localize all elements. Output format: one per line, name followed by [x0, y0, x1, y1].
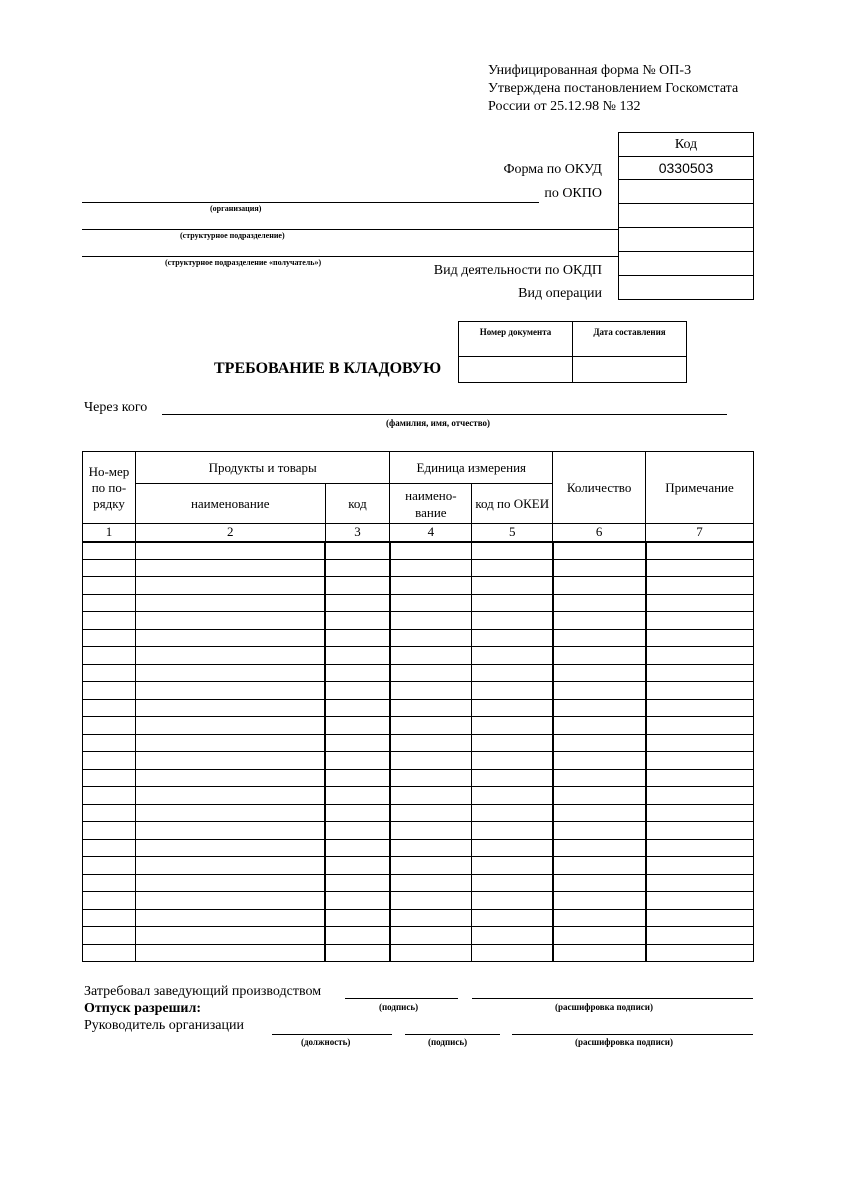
- table-cell[interactable]: [135, 752, 325, 770]
- table-cell[interactable]: [390, 822, 472, 840]
- header-product-name: наименование: [135, 484, 325, 524]
- table-cell[interactable]: [325, 857, 390, 875]
- table-cell[interactable]: [390, 752, 472, 770]
- table-cell[interactable]: [135, 699, 325, 717]
- table-cell[interactable]: [390, 664, 472, 682]
- table-cell[interactable]: [646, 857, 754, 875]
- table-cell[interactable]: [472, 734, 553, 752]
- table-cell[interactable]: [472, 909, 553, 927]
- table-cell[interactable]: [646, 874, 754, 892]
- table-cell[interactable]: [135, 594, 325, 612]
- table-cell[interactable]: [472, 612, 553, 630]
- column-number: 2: [135, 524, 325, 542]
- head-decoding-caption: (расшифровка подписи): [575, 1037, 673, 1047]
- okdp-cell[interactable]: [619, 251, 753, 275]
- table-cell[interactable]: [472, 822, 553, 840]
- table-cell[interactable]: [135, 734, 325, 752]
- table-cell[interactable]: [472, 699, 553, 717]
- table-cell[interactable]: [83, 577, 136, 595]
- table-cell[interactable]: [646, 682, 754, 700]
- code-box: [618, 132, 754, 300]
- table-cell[interactable]: [135, 542, 325, 560]
- table-cell[interactable]: [472, 857, 553, 875]
- table-cell[interactable]: [390, 892, 472, 910]
- requested-signature-line[interactable]: [345, 998, 458, 999]
- approval-line: Утверждена постановлением Госкомстата: [488, 81, 739, 96]
- table-cell[interactable]: [325, 699, 390, 717]
- table-cell[interactable]: [472, 839, 553, 857]
- table-row: [83, 577, 754, 595]
- table-cell[interactable]: [83, 874, 136, 892]
- table-cell[interactable]: [553, 804, 646, 822]
- table-cell[interactable]: [83, 857, 136, 875]
- table-cell[interactable]: [390, 769, 472, 787]
- head-position-caption: (должность): [301, 1037, 351, 1047]
- table-row: [83, 612, 754, 630]
- table-cell[interactable]: [646, 542, 754, 560]
- form-number: Унифицированная форма № ОП-3: [488, 63, 692, 78]
- table-cell[interactable]: [135, 944, 325, 962]
- fio-caption: (фамилия, имя, отчество): [386, 418, 491, 428]
- table-cell[interactable]: [135, 822, 325, 840]
- head-decoding-line[interactable]: [512, 1034, 753, 1035]
- table-cell[interactable]: [553, 664, 646, 682]
- table-cell[interactable]: [390, 699, 472, 717]
- approval-date: России от 25.12.98 № 132: [488, 99, 641, 114]
- column-number: 6: [553, 524, 646, 542]
- table-row: [83, 594, 754, 612]
- table-row: [83, 682, 754, 700]
- okud-label: Форма по ОКУД: [503, 162, 602, 177]
- table-cell[interactable]: [646, 717, 754, 735]
- table-cell[interactable]: [472, 682, 553, 700]
- table-cell[interactable]: [325, 787, 390, 805]
- table-cell[interactable]: [472, 769, 553, 787]
- table-row: [83, 699, 754, 717]
- table-cell[interactable]: [325, 577, 390, 595]
- document-date-cell[interactable]: [572, 357, 686, 382]
- table-cell[interactable]: [83, 822, 136, 840]
- table-cell[interactable]: [83, 927, 136, 945]
- table-row: [83, 542, 754, 560]
- table-cell[interactable]: [472, 542, 553, 560]
- table-cell[interactable]: [553, 559, 646, 577]
- table-cell[interactable]: [472, 874, 553, 892]
- table-cell[interactable]: [135, 892, 325, 910]
- table-cell[interactable]: [83, 752, 136, 770]
- table-cell[interactable]: [646, 594, 754, 612]
- table-cell[interactable]: [390, 559, 472, 577]
- table-cell[interactable]: [472, 927, 553, 945]
- header-okei: код по ОКЕИ: [472, 484, 553, 524]
- table-cell[interactable]: [83, 944, 136, 962]
- table-cell[interactable]: [83, 647, 136, 665]
- item-rows: [83, 542, 754, 962]
- table-row: [83, 559, 754, 577]
- division-caption: (структурное подразделение): [180, 231, 285, 240]
- table-cell[interactable]: [83, 839, 136, 857]
- operation-label: Вид операции: [518, 286, 602, 301]
- organization-caption: (организация): [210, 204, 262, 213]
- table-cell[interactable]: [135, 682, 325, 700]
- table-row: [83, 804, 754, 822]
- table-cell[interactable]: [472, 944, 553, 962]
- requested-decoding-line[interactable]: [472, 998, 753, 999]
- table-row: [83, 734, 754, 752]
- table-cell[interactable]: [553, 734, 646, 752]
- table-row: [83, 927, 754, 945]
- table-cell[interactable]: [390, 804, 472, 822]
- table-cell[interactable]: [390, 944, 472, 962]
- table-cell[interactable]: [553, 699, 646, 717]
- table-cell[interactable]: [553, 752, 646, 770]
- table-cell[interactable]: [325, 769, 390, 787]
- table-cell[interactable]: [646, 839, 754, 857]
- table-cell[interactable]: [553, 682, 646, 700]
- header-unit: Единица измерения: [390, 452, 553, 484]
- table-cell[interactable]: [325, 594, 390, 612]
- table-cell[interactable]: [325, 752, 390, 770]
- table-cell[interactable]: [646, 734, 754, 752]
- table-row: [83, 717, 754, 735]
- column-number: 4: [390, 524, 472, 542]
- table-cell[interactable]: [390, 682, 472, 700]
- table-cell[interactable]: [135, 909, 325, 927]
- table-cell[interactable]: [553, 874, 646, 892]
- operation-cell[interactable]: [619, 275, 753, 299]
- table-cell[interactable]: [472, 804, 553, 822]
- table-cell[interactable]: [135, 804, 325, 822]
- table-cell[interactable]: [646, 892, 754, 910]
- table-cell[interactable]: [83, 892, 136, 910]
- table-cell[interactable]: [472, 752, 553, 770]
- organization-line[interactable]: [82, 202, 539, 203]
- table-cell[interactable]: [83, 664, 136, 682]
- table-cell[interactable]: [325, 647, 390, 665]
- column-number: 1: [83, 524, 136, 542]
- column-number: 3: [325, 524, 390, 542]
- table-cell[interactable]: [325, 734, 390, 752]
- table-cell[interactable]: [553, 857, 646, 875]
- okpo-cell[interactable]: [619, 179, 753, 203]
- items-table: [82, 451, 754, 962]
- table-cell[interactable]: [135, 577, 325, 595]
- recipient-line[interactable]: [82, 256, 618, 257]
- table-row: [83, 769, 754, 787]
- table-cell[interactable]: [135, 769, 325, 787]
- header-quantity: Количество: [553, 452, 646, 524]
- table-cell[interactable]: [390, 927, 472, 945]
- table-cell[interactable]: [553, 909, 646, 927]
- table-row: [83, 787, 754, 805]
- table-cell[interactable]: [390, 612, 472, 630]
- table-cell[interactable]: [83, 682, 136, 700]
- table-cell[interactable]: [325, 804, 390, 822]
- table-cell[interactable]: [390, 542, 472, 560]
- table-cell[interactable]: [553, 822, 646, 840]
- table-cell[interactable]: [390, 839, 472, 857]
- division-code-cell[interactable]: [619, 227, 753, 251]
- table-cell[interactable]: [646, 664, 754, 682]
- table-cell[interactable]: [553, 647, 646, 665]
- table-cell[interactable]: [646, 944, 754, 962]
- table-cell[interactable]: [553, 577, 646, 595]
- table-cell[interactable]: [472, 892, 553, 910]
- table-row: [83, 839, 754, 857]
- table-row: [83, 874, 754, 892]
- table-cell[interactable]: [325, 822, 390, 840]
- table-cell[interactable]: [646, 804, 754, 822]
- table-row: [83, 909, 754, 927]
- table-cell[interactable]: [646, 629, 754, 647]
- requested-label: Затребовал заведующий производством: [84, 984, 322, 999]
- org-code-cell[interactable]: [619, 203, 753, 227]
- table-cell[interactable]: [390, 874, 472, 892]
- via-line[interactable]: [162, 414, 727, 415]
- table-cell[interactable]: [646, 769, 754, 787]
- table-cell[interactable]: [472, 577, 553, 595]
- table-cell[interactable]: [135, 664, 325, 682]
- header-note: Примечание: [646, 452, 754, 524]
- table-cell[interactable]: [553, 927, 646, 945]
- table-cell[interactable]: [472, 559, 553, 577]
- table-cell[interactable]: [83, 769, 136, 787]
- document-date-label: Дата составления: [572, 322, 686, 356]
- table-cell[interactable]: [325, 874, 390, 892]
- okdp-label: Вид деятельности по ОКДП: [433, 263, 602, 278]
- table-cell[interactable]: [83, 804, 136, 822]
- table-cell[interactable]: [325, 629, 390, 647]
- table-cell[interactable]: [553, 787, 646, 805]
- table-cell[interactable]: [646, 909, 754, 927]
- via-label: Через кого: [84, 400, 148, 415]
- requested-signature-caption: (подпись): [379, 1002, 419, 1012]
- table-cell[interactable]: [325, 682, 390, 700]
- table-cell[interactable]: [646, 822, 754, 840]
- document-number-label: Номер документа: [479, 327, 552, 337]
- table-cell[interactable]: [472, 787, 553, 805]
- table-cell[interactable]: [325, 839, 390, 857]
- table-cell[interactable]: [472, 647, 553, 665]
- table-cell[interactable]: [646, 699, 754, 717]
- head-position-line[interactable]: [272, 1034, 392, 1035]
- table-cell[interactable]: [325, 717, 390, 735]
- table-cell[interactable]: [135, 839, 325, 857]
- table-cell[interactable]: [646, 647, 754, 665]
- table-row: [83, 944, 754, 962]
- table-cell[interactable]: [553, 769, 646, 787]
- head-signature-caption: (подпись): [428, 1037, 468, 1047]
- table-row: [83, 647, 754, 665]
- table-cell[interactable]: [646, 612, 754, 630]
- table-cell[interactable]: [83, 909, 136, 927]
- table-cell[interactable]: [472, 717, 553, 735]
- table-cell[interactable]: [135, 559, 325, 577]
- table-row: [83, 892, 754, 910]
- table-cell[interactable]: [390, 717, 472, 735]
- header-products: Продукты и товары: [135, 452, 389, 484]
- table-cell[interactable]: [135, 874, 325, 892]
- table-cell[interactable]: [135, 857, 325, 875]
- table-row: [83, 857, 754, 875]
- table-row: [83, 664, 754, 682]
- table-cell[interactable]: [472, 594, 553, 612]
- recipient-caption: (структурное подразделение «получатель»): [165, 258, 322, 267]
- table-cell[interactable]: [325, 944, 390, 962]
- header-unit-name: наимено-вание: [390, 484, 472, 524]
- table-cell[interactable]: [553, 542, 646, 560]
- table-cell[interactable]: [83, 734, 136, 752]
- table-cell[interactable]: [390, 629, 472, 647]
- okud-value: 0330503: [618, 156, 754, 180]
- column-number: 7: [646, 524, 754, 542]
- table-row: [83, 752, 754, 770]
- table-cell[interactable]: [325, 664, 390, 682]
- document-box: [458, 321, 687, 383]
- table-cell[interactable]: [135, 717, 325, 735]
- table-cell[interactable]: [553, 629, 646, 647]
- column-number: 5: [472, 524, 553, 542]
- table-cell[interactable]: [390, 787, 472, 805]
- table-cell[interactable]: [325, 909, 390, 927]
- table-cell[interactable]: [83, 542, 136, 560]
- table-row: [83, 822, 754, 840]
- table-cell[interactable]: [553, 717, 646, 735]
- requested-decoding-caption: (расшифровка подписи): [555, 1002, 653, 1012]
- table-cell[interactable]: [135, 612, 325, 630]
- table-cell[interactable]: [83, 559, 136, 577]
- table-cell[interactable]: [83, 717, 136, 735]
- header-number: Но-мер по по-рядку: [83, 452, 136, 524]
- table-cell[interactable]: [83, 594, 136, 612]
- column-numbers-row: [83, 524, 754, 542]
- head-label: Руководитель организации: [84, 1018, 244, 1033]
- code-title: Код: [674, 137, 698, 152]
- table-cell[interactable]: [390, 734, 472, 752]
- header-product-code: код: [325, 484, 390, 524]
- table-cell[interactable]: [646, 752, 754, 770]
- form-header: [488, 62, 738, 116]
- table-cell[interactable]: [390, 577, 472, 595]
- table-cell[interactable]: [390, 647, 472, 665]
- table-cell[interactable]: [325, 927, 390, 945]
- table-cell[interactable]: [553, 839, 646, 857]
- table-cell[interactable]: [553, 944, 646, 962]
- table-cell[interactable]: [390, 857, 472, 875]
- document-title: ТРЕБОВАНИЕ В КЛАДОВУЮ: [214, 360, 442, 377]
- table-cell[interactable]: [135, 787, 325, 805]
- table-cell[interactable]: [646, 927, 754, 945]
- table-cell[interactable]: [646, 559, 754, 577]
- table-cell[interactable]: [135, 927, 325, 945]
- head-signature-line[interactable]: [405, 1034, 500, 1035]
- table-cell[interactable]: [135, 647, 325, 665]
- table-cell[interactable]: [472, 664, 553, 682]
- table-cell[interactable]: [646, 787, 754, 805]
- table-row: [83, 629, 754, 647]
- table-cell[interactable]: [646, 577, 754, 595]
- table-cell[interactable]: [325, 892, 390, 910]
- table-cell[interactable]: [135, 629, 325, 647]
- table-cell[interactable]: [325, 559, 390, 577]
- table-cell[interactable]: [83, 787, 136, 805]
- table-cell[interactable]: [390, 594, 472, 612]
- table-cell[interactable]: [390, 909, 472, 927]
- released-label: Отпуск разрешил:: [84, 1001, 201, 1016]
- document-number-cell[interactable]: [459, 357, 572, 382]
- table-cell[interactable]: [83, 612, 136, 630]
- division-line[interactable]: [82, 229, 618, 230]
- table-cell[interactable]: [553, 892, 646, 910]
- table-cell[interactable]: [325, 542, 390, 560]
- table-cell[interactable]: [83, 629, 136, 647]
- table-cell[interactable]: [325, 612, 390, 630]
- table-cell[interactable]: [553, 594, 646, 612]
- table-cell[interactable]: [472, 629, 553, 647]
- okpo-label: по ОКПО: [544, 186, 602, 201]
- table-cell[interactable]: [83, 699, 136, 717]
- table-cell[interactable]: [553, 612, 646, 630]
